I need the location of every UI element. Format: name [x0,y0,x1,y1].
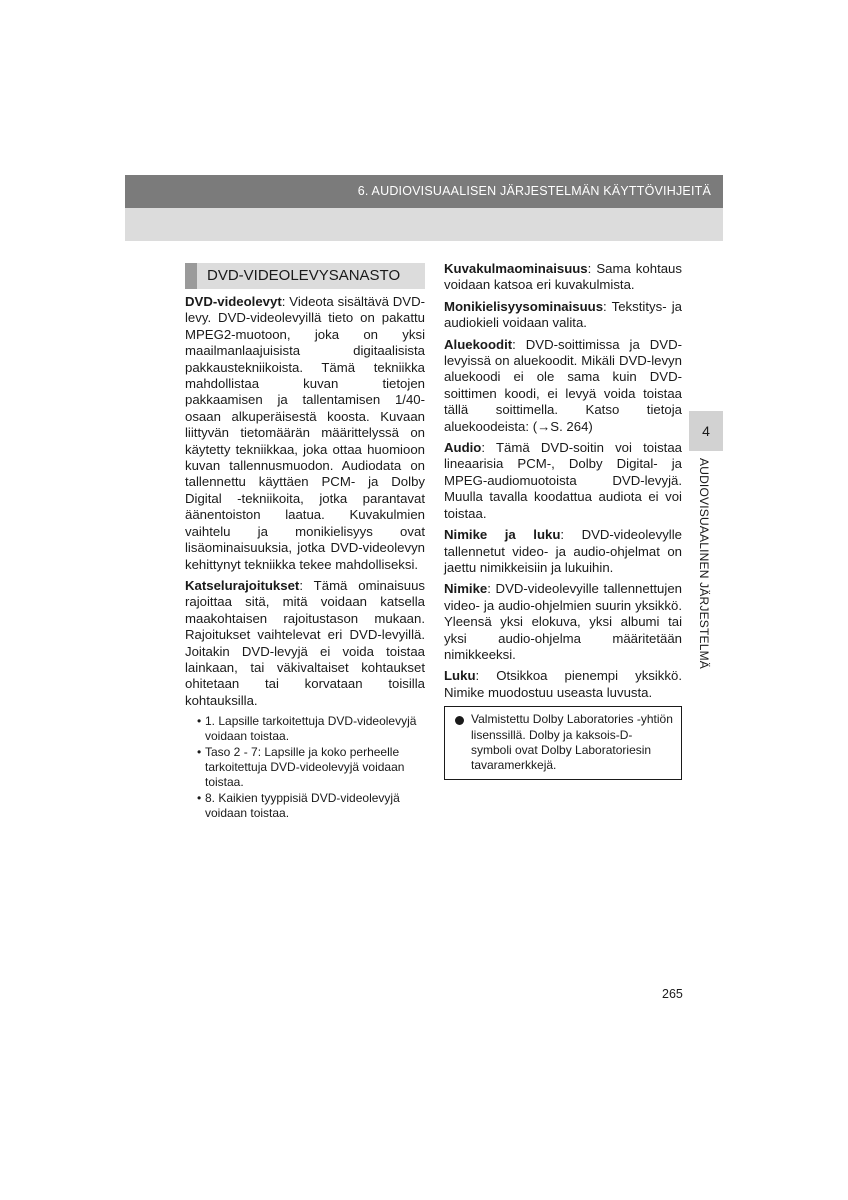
rating-level-list [185,714,425,820]
trademark-note [444,706,682,780]
term: Audio [444,440,482,456]
header-bar [125,175,723,208]
definition-aluekoodit [444,337,682,435]
term: Nimike [444,581,488,597]
page-number: 265 [662,987,683,1001]
chapter-tab [689,411,723,451]
definition-nimike [444,581,682,663]
note-text: Valmistettu Dolby Laboratories -yhtiön lisenssillä. Dolby ja kaksois-D-symboli ovat Dolby Laboratoriesin tavaramerkkejä. [471,712,673,773]
bullet-dot-icon [455,716,464,725]
definition-text: : Sama kohtaus voidaan katsoa eri kuvakulmista. [444,261,682,293]
term: Monikielisyysominaisuus [444,298,604,314]
header-band [125,208,723,241]
definition-text: : Tämä DVD-soitin voi toistaa lineaarisia PCM-, Dolby Digital- ja MPEG-audiomuotoista DVD-levyjä. Muulla tavalla koodattua audiota ei voi toistaa. [444,440,682,521]
list-item: • 1. Lapsille tarkoitettuja DVD-videolevyjä voidaan toistaa. [197,714,425,743]
definition-text: : Otsikkoa pienempi yksikkö. Nimike muodostuu useasta luvusta. [444,668,682,700]
definition-text: : DVD-soittimissa ja DVD-levyissä on aluekoodit. Mikäli DVD-levyn aluekoodi ei ole sama kuin DVD-soittimen koodi, ei levyä voida toistaa tällä soittimella. Katso tietoja aluekoodeista: (→S. 264) [444,336,682,434]
section-heading-text: DVD-VIDEOLEVYSANASTO [207,267,401,284]
term: Aluekoodit [444,336,513,352]
chapter-number: 4 [702,423,710,439]
right-column [444,261,682,780]
term: Katselurajoitukset [185,577,300,593]
definition-text: : Videota sisältävä DVD-levy. DVD-videolevyillä tieto on pakattu MPEG2-muotoon, joka on yksi maailmanlaajuisista digitaalisista pakkaustekniikoista. Tämä tekniikka mahdollistaa kuvan tietojen pakkaamisen ja tallentamisen 1/40-osaan alkuperäisestä koosta. Kuvaan liittyvän tietomäärän määrittelyssä on käytetty tekniikkaa, joka ottaa huomioon kuvan tallennusmuodon. Audiodata on tallennettu käyttäen PCM- ja Dolby Digital -tekniikoita, jotka parantavat äänentoiston laatua. Kuvakulmien vaihtelu ja monikielisyys ovat lisäominaisuuksia, jotka DVD-videolevyn kehittynyt tekniikka tekee mahdolliseksi. [185,294,425,572]
heading-marker [185,263,197,289]
section-heading [185,263,425,289]
list-item: • 8. Kaikien tyyppisiä DVD-videolevyjä voidaan toistaa. [197,791,425,820]
term: Luku [444,668,476,684]
definition-nimike-ja-luku [444,527,682,576]
term: Nimike ja luku [444,527,561,543]
definition-monikielisyys [444,299,682,332]
definition-katselurajoitukset [185,578,425,709]
definition-kuvakulma [444,261,682,294]
chapter-title: 6. AUDIOVISUAALISEN JÄRJESTELMÄN KÄYTTÖVIHJEITÄ [357,184,711,198]
definition-dvd-videolevyt [185,294,425,573]
term: Kuvakulmaominaisuus [444,261,588,276]
definition-text: : Tekstitys- ja audiokieli voidaan valita. [444,298,682,331]
definition-audio [444,440,682,522]
term: DVD-videolevyt [185,294,282,309]
chapter-side-label: AUDIOVISUAALINEN JÄRJESTELMÄ [697,458,711,669]
definition-luku [444,668,682,701]
list-item: • Taso 2 - 7: Lapsille ja koko perheelle tarkoitettuja DVD-videolevyjä voidaan toistaa. [197,745,425,789]
definition-text: : Tämä ominaisuus rajoittaa sitä, mitä voidaan katsella maakohtaisen rajoitustason mukaan. Rajoitukset vaihtelevat eri DVD-levyillä. Joitakin DVD-levyjä ei voida toistaa lainkaan, tai väkivaltaiset kohtaukset ohitetaan tai korvataan toisilla kohtauksilla. [185,577,425,708]
definition-text: : DVD-videolevylle tallennetut video- ja audio-ohjelmat on jaettu nimikkeisiin ja lukuihin. [444,527,682,575]
left-column [185,263,425,822]
definition-text: : DVD-videolevyille tallennettujen video- ja audio-ohjelmien suurin yksikkö. Yleensä yksi elokuva, yksi albumi tai yksi audio-ohjelma määritetään nimikkeeksi. [444,581,682,662]
